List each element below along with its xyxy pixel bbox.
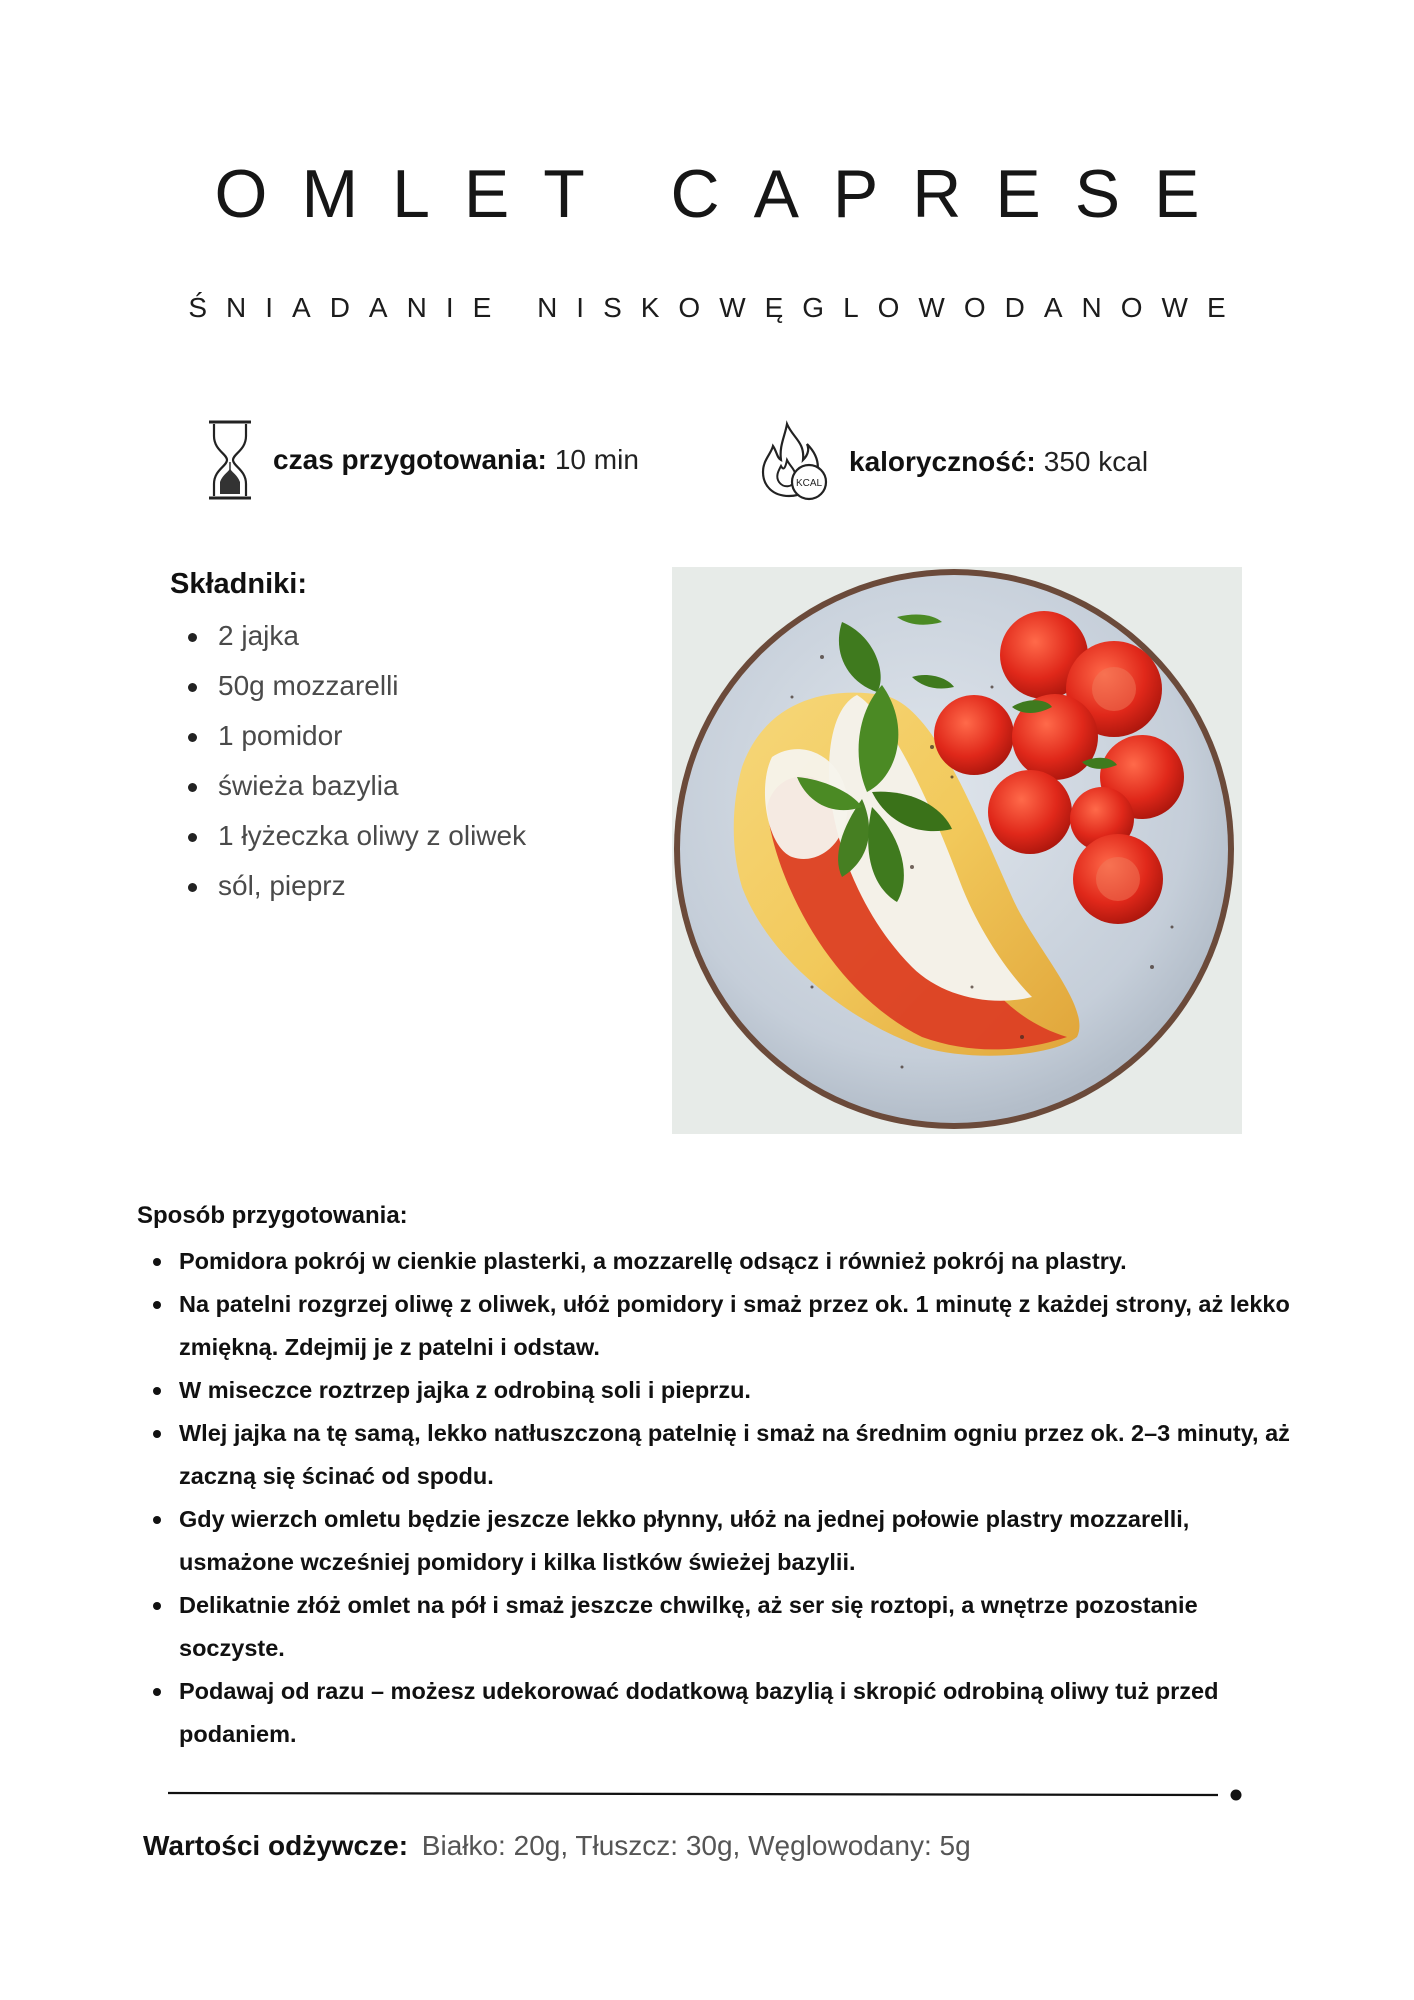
method-step: Pomidora pokrój w cienkie plasterki, a mozzarellę odsącz i również pokrój na plastry. (137, 1240, 1297, 1283)
prep-time-label: czas przygotowania: (273, 444, 547, 475)
ingredient-item: świeża bazylia (170, 761, 640, 811)
recipe-title: OMLET CAPRESE (214, 156, 1234, 232)
hourglass-icon (205, 418, 255, 502)
divider-line (168, 1783, 1246, 1803)
method-heading: Sposób przygotowania: (137, 1202, 408, 1229)
prep-time (205, 418, 639, 502)
method-step: W miseczce roztrzep jajka z odrobiną soli i pieprzu. (137, 1369, 1297, 1412)
ingredient-item: 1 pomidor (170, 711, 640, 761)
nutrition-value: Białko: 20g, Tłuszcz: 30g, Węglowodany: 5g (421, 1830, 971, 1861)
ingredients-section (170, 568, 640, 911)
nutrition-facts (143, 1830, 971, 1862)
method-step: Delikatnie złóż omlet na pół i smaż jeszcze chwilkę, aż ser się roztopi, a wnętrze pozostanie soczyste. (137, 1584, 1297, 1670)
prep-time-value: 10 min (554, 444, 639, 475)
method-step: Na patelni rozgrzej oliwę z oliwek, ułóż pomidory i smaż przez ok. 1 minutę z każdej strony, aż lekko zmiękną. Zdejmij je z patelni i odstaw. (137, 1283, 1297, 1369)
flame-kcal-icon (757, 420, 831, 504)
method-step: Gdy wierzch omletu będzie jeszcze lekko płynny, ułóż na jednej połowie plastry mozzarelli, usmażone wcześniej pomidory i kilka listków świeżej bazylii. (137, 1498, 1297, 1584)
method-step: Wlej jajka na tę samą, lekko natłuszczoną patelnię i smaż na średnim ogniu przez ok. 2–3 minuty, aż zaczną się ścinać od spodu. (137, 1412, 1297, 1498)
ingredient-item: sól, pieprz (170, 861, 640, 911)
kcal-icon-text: KCAL (795, 478, 823, 489)
ingredient-item: 1 łyżeczka oliwy z oliwek (170, 811, 640, 861)
calories (757, 420, 1148, 504)
ingredients-heading: Składniki: (170, 568, 307, 600)
calories-label: kaloryczność: (849, 446, 1036, 477)
ingredient-item: 2 jajka (170, 611, 640, 661)
ingredient-item: 50g mozzarelli (170, 661, 640, 711)
calories-value: 350 kcal (1043, 446, 1149, 477)
omelette-photo (672, 567, 1242, 1134)
recipe-subtitle: ŚNIADANIE NISKOWĘGLOWODANOWE (188, 292, 1245, 323)
nutrition-label: Wartości odżywcze: (143, 1830, 409, 1861)
method-step: Podawaj od razu – możesz udekorować dodatkową bazylią i skropić odrobiną oliwy tuż przed podaniem. (137, 1670, 1297, 1756)
ingredients-list (170, 611, 640, 911)
method-steps (137, 1240, 1297, 1756)
method-section (137, 1202, 1297, 1756)
